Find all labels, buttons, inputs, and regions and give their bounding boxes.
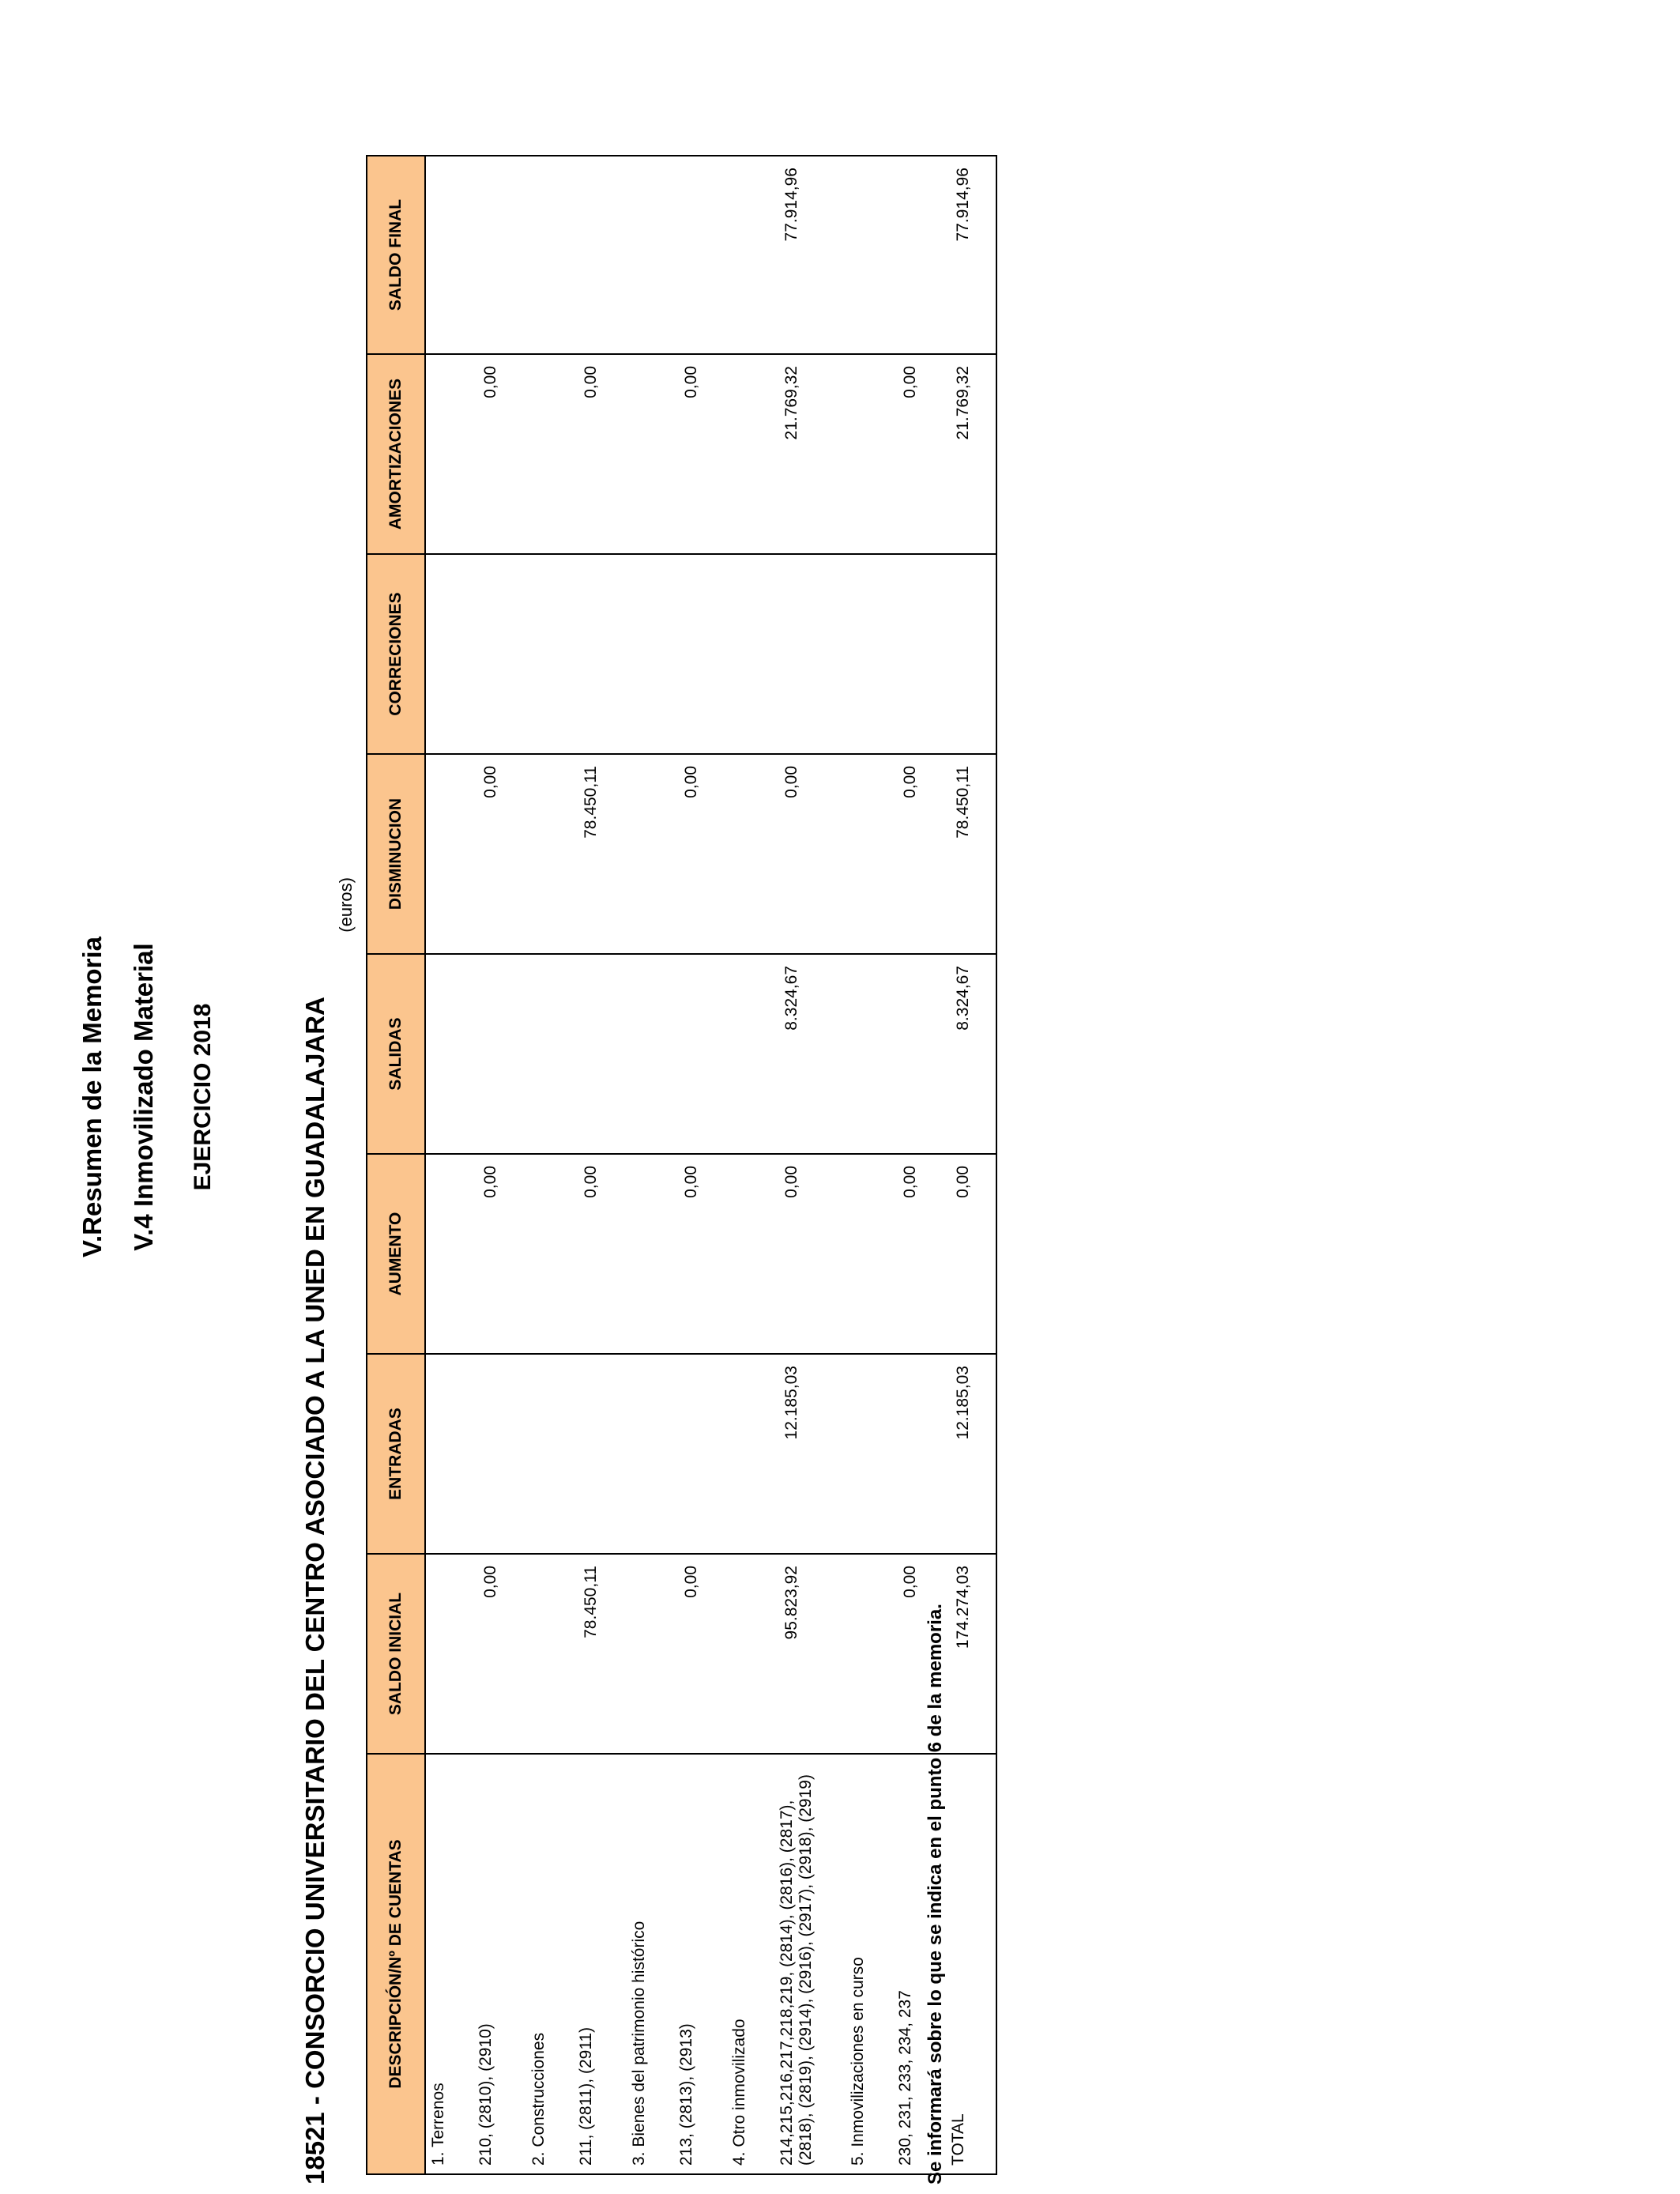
cell-description: 213, (2813), (2913) [674,1754,727,2174]
cell-correciones [774,554,846,754]
cell-saldo-final: 77.914,96 [774,156,846,354]
cell-saldo-inicial: 95.823,92 [774,1554,846,1754]
cell-salidas: 8.324,67 [774,954,846,1154]
table-row-total [946,156,996,2174]
cell-saldo-inicial [846,1554,893,1754]
table-row [574,156,627,2174]
cell-disminucion: 78.450,11 [574,754,627,954]
header-row [367,156,425,2174]
table-row [727,156,774,2174]
cell-aumento: 0,00 [674,1154,727,1354]
cell-description: TOTAL [946,1754,996,2174]
cell-disminucion [627,754,674,954]
cell-entradas [846,1354,893,1554]
cell-salidas [893,954,946,1154]
cell-saldo-final [893,156,946,354]
col-header-description: DESCRIPCIÓN/Nº DE CUENTAS [367,1754,425,2174]
table-row [674,156,727,2174]
col-header-saldo-inicial: SALDO INICIAL [367,1554,425,1754]
cell-correciones [526,554,574,754]
cell-saldo-inicial [425,1554,473,1754]
cell-entradas [526,1354,574,1554]
cell-description: 211, (2811), (2911) [574,1754,627,2174]
cell-amortizaciones: 0,00 [674,354,727,554]
cell-disminucion [526,754,574,954]
cell-saldo-final [526,156,574,354]
cell-amortizaciones [627,354,674,554]
cell-description: 4. Otro inmovilizado [727,1754,774,2174]
cell-amortizaciones: 0,00 [473,354,526,554]
cell-saldo-final [674,156,727,354]
col-header-saldo-final: SALDO FINAL [367,156,425,354]
fiscal-year: EJERCICIO 2018 [190,1003,216,1191]
cell-saldo-inicial: 0,00 [893,1554,946,1754]
cell-disminucion: 0,00 [774,754,846,954]
cell-correciones [627,554,674,754]
cell-salidas [574,954,627,1154]
cell-correciones [473,554,526,754]
cell-saldo-inicial [526,1554,574,1754]
cell-disminucion [727,754,774,954]
cell-description: 5. Inmovilizaciones en curso [846,1754,893,2174]
cell-entradas [893,1354,946,1554]
cell-saldo-final [473,156,526,354]
cell-amortizaciones: 0,00 [574,354,627,554]
cell-aumento: 0,00 [774,1154,846,1354]
cell-disminucion [846,754,893,954]
cell-disminucion: 0,00 [893,754,946,954]
cell-saldo-inicial [727,1554,774,1754]
cell-salidas [846,954,893,1154]
cell-saldo-final [627,156,674,354]
table-row [473,156,526,2174]
cell-aumento [846,1154,893,1354]
col-header-aumento: AUMENTO [367,1154,425,1354]
table-row [526,156,574,2174]
cell-disminucion [425,754,473,954]
cell-amortizaciones: 21.769,32 [946,354,996,554]
cell-description: 3. Bienes del patrimonio histórico [627,1754,674,2174]
cell-correciones [425,554,473,754]
cell-aumento [526,1154,574,1354]
col-header-disminucion: DISMINUCION [367,754,425,954]
cell-saldo-final [727,156,774,354]
cell-correciones [893,554,946,754]
cell-salidas [425,954,473,1154]
cell-disminucion: 0,00 [674,754,727,954]
cell-correciones [574,554,627,754]
cell-correciones [727,554,774,754]
cell-description: 2. Construcciones [526,1754,574,2174]
cell-saldo-inicial: 0,00 [473,1554,526,1754]
table-row [425,156,473,2174]
currency-units: (euros) [336,877,356,933]
cell-aumento: 0,00 [946,1154,996,1354]
section-title: V.4 Inmovilizado Material [129,943,158,1251]
table-row [846,156,893,2174]
fixed-assets-table [366,155,997,2175]
cell-entradas: 12.185,03 [946,1354,996,1554]
footnote: Se informará sobre lo que se indica en el punto 6 de la memoria. [925,1604,946,2185]
table-row [627,156,674,2174]
cell-amortizaciones [425,354,473,554]
cell-entradas [674,1354,727,1554]
cell-entradas [425,1354,473,1554]
cell-entradas [473,1354,526,1554]
col-header-salidas: SALIDAS [367,954,425,1154]
cell-salidas [627,954,674,1154]
cell-amortizaciones [727,354,774,554]
cell-saldo-inicial: 174.274,03 [946,1554,996,1754]
cell-amortizaciones [526,354,574,554]
cell-salidas [526,954,574,1154]
cell-aumento: 0,00 [574,1154,627,1354]
cell-aumento [727,1154,774,1354]
cell-saldo-inicial: 0,00 [674,1554,727,1754]
cell-description: 1. Terrenos [425,1754,473,2174]
cell-correciones [946,554,996,754]
cell-aumento [425,1154,473,1354]
table-row [774,156,846,2174]
cell-entradas: 12.185,03 [774,1354,846,1554]
cell-saldo-final [846,156,893,354]
cell-disminucion: 0,00 [473,754,526,954]
cell-description: 210, (2810), (2910) [473,1754,526,2174]
cell-description: 230, 231, 233, 234, 237 [893,1754,946,2174]
cell-description: 214,215,216,217,218,219, (2814), (2816), (2817), (2818), (2819), (2914), (2916), (2917), (2918), (2919) [774,1754,846,2174]
col-header-entradas: ENTRADAS [367,1354,425,1554]
cell-amortizaciones [846,354,893,554]
col-header-amortizaciones: AMORTIZACIONES [367,354,425,554]
cell-salidas [674,954,727,1154]
cell-entradas [574,1354,627,1554]
page-title: V.Resumen de la Memoria [77,937,107,1257]
cell-aumento: 0,00 [473,1154,526,1354]
cell-salidas [727,954,774,1154]
cell-saldo-final [425,156,473,354]
cell-aumento: 0,00 [893,1154,946,1354]
entity-name: 18521 - CONSORCIO UNIVERSITARIO DEL CENTRO ASOCIADO A LA UNED EN GUADALAJARA [300,997,330,2185]
col-header-correciones: CORRECIONES [367,554,425,754]
cell-salidas [473,954,526,1154]
cell-aumento [627,1154,674,1354]
cell-correciones [846,554,893,754]
cell-saldo-inicial: 78.450,11 [574,1554,627,1754]
cell-saldo-inicial [627,1554,674,1754]
cell-amortizaciones: 21.769,32 [774,354,846,554]
cell-correciones [674,554,727,754]
cell-saldo-final [574,156,627,354]
cell-salidas: 8.324,67 [946,954,996,1154]
cell-entradas [627,1354,674,1554]
cell-saldo-final: 77.914,96 [946,156,996,354]
cell-disminucion: 78.450,11 [946,754,996,954]
cell-amortizaciones: 0,00 [893,354,946,554]
cell-entradas [727,1354,774,1554]
